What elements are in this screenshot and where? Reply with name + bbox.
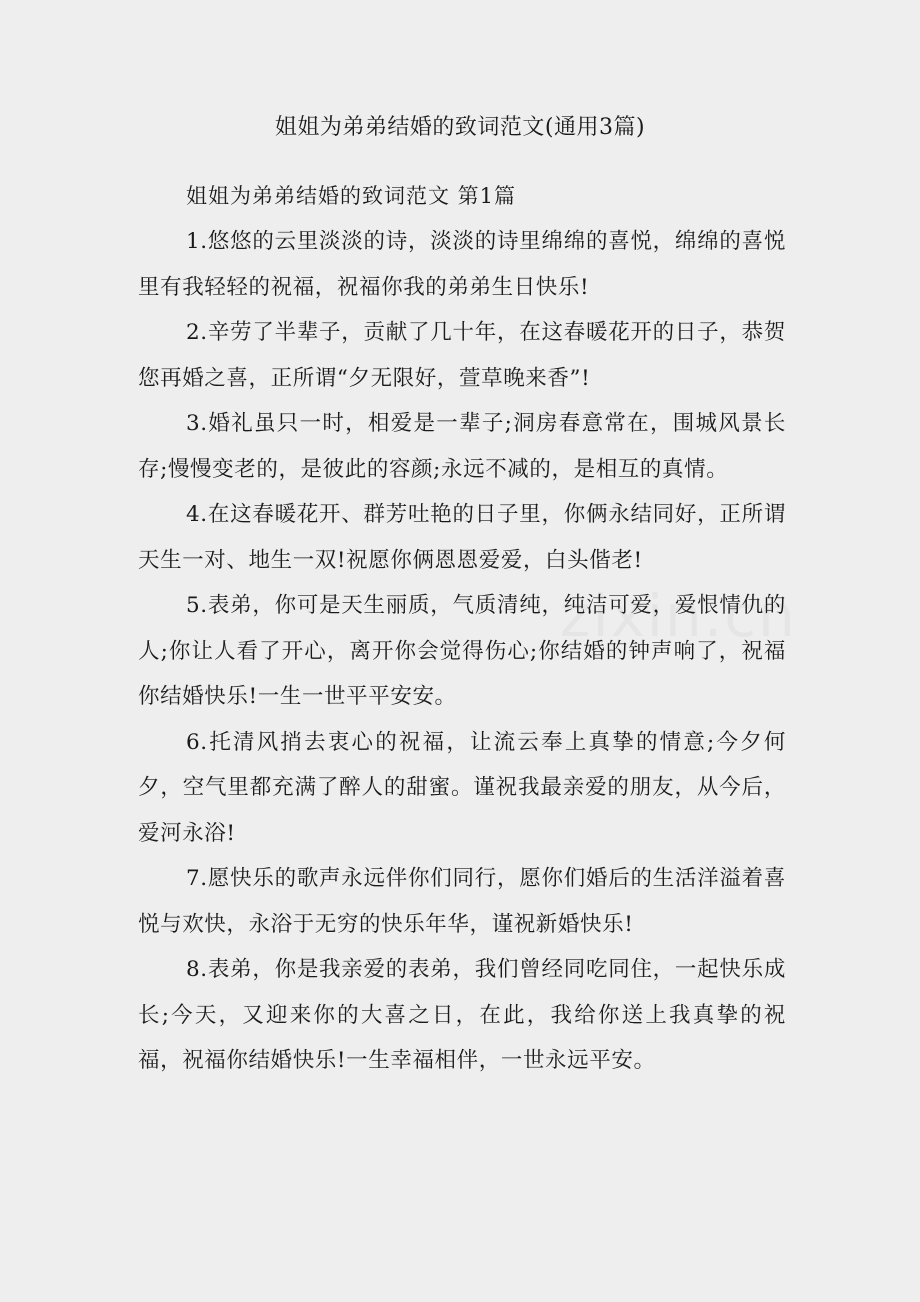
paragraph-1: 1.悠悠的云里淡淡的诗，淡淡的诗里绵绵的喜悦，绵绵的喜悦里有我轻轻的祝福，祝福你我的弟弟生日快乐!	[138, 229, 786, 300]
paragraph-5: 5.表弟，你可是天生丽质，气质清纯，纯洁可爱，爱恨情仇的人;你让人看了开心，离开你会觉得伤心;你结婚的钟声响了，祝福你结婚快乐!一生一世平平安安。	[138, 593, 786, 709]
document-title: 姐姐为弟弟结婚的致词范文(通用3篇)	[274, 115, 646, 140]
paragraph-4: 4.在这春暖花开、群芳吐艳的日子里，你俩永结同好，正所谓天生一对、地生一双!祝愿你俩恩恩爱爱，白头偕老!	[138, 502, 786, 573]
paragraph-6: 6.托清风捎去衷心的祝福，让流云奉上真挚的情意;今夕何夕，空气里都充满了醉人的甜蜜。谨祝我最亲爱的朋友，从今后，爱河永浴!	[138, 729, 786, 846]
paragraph-8: 8.表弟，你是我亲爱的表弟，我们曾经同吃同住，一起快乐成长;今天，又迎来你的大喜之日，在此，我给你送上我真挚的祝福，祝福你结婚快乐!一生幸福相伴，一世永远平安。	[138, 957, 786, 1073]
section-heading: 姐姐为弟弟结婚的致词范文 第1篇	[186, 184, 517, 208]
paragraph-list	[138, 219, 786, 1084]
paragraph-2: 2.辛劳了半辈子，贡献了几十年，在这春暖花开的日子，恭贺您再婚之喜，正所谓“夕无限好，萱草晚来香”!	[138, 320, 786, 391]
paragraph-3: 3.婚礼虽只一时，相爱是一辈子;洞房春意常在，围城风景长存;慢慢变老的，是彼此的容颜;永远不减的，是相互的真情。	[138, 411, 786, 482]
paragraph-7: 7.愿快乐的歌声永远伴你们同行，愿你们婚后的生活洋溢着喜悦与欢快，永浴于无穷的快乐年华，谨祝新婚快乐!	[138, 866, 786, 937]
